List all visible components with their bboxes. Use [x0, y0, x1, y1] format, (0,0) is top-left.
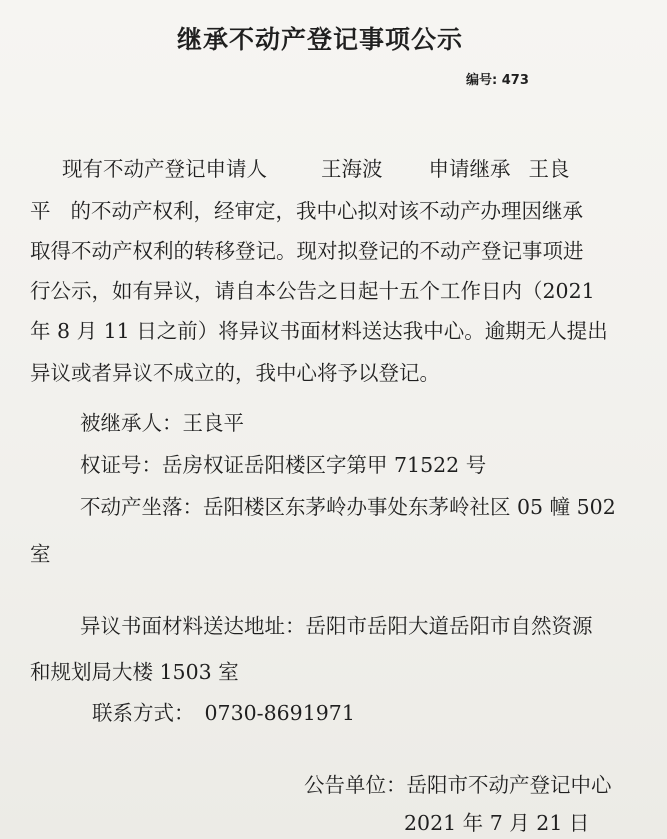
issuer-field [304, 768, 612, 798]
applicant-intro: 现有不动产登记申请人 [62, 157, 267, 181]
certificate-label: 权证号： [80, 453, 162, 477]
objection-address-continued: 和规划局大楼 1503 室 [30, 660, 239, 684]
paragraph-line-2: 平 的不动产权利，经审定，我中心拟对该不动产办理因继承 [30, 199, 583, 223]
document-number-value: 473 [501, 73, 529, 88]
inherit-phrase: 申请继承 [428, 157, 511, 181]
location-label: 不动产坐落： [80, 495, 203, 519]
paragraph-line-4: 行公示，如有异议，请自本公告之日起十五个工作日内（2021 [30, 279, 595, 303]
paragraph-line-6: 异议或者异议不成立的，我中心将予以登记。 [30, 361, 440, 385]
contact-field [92, 696, 355, 726]
location-field [80, 490, 616, 520]
paragraph-line-5: 年 8 月 11 日之前）将异议书面材料送达我中心。逾期无人提出 [30, 319, 608, 343]
certificate-field [80, 448, 486, 478]
location-value: 岳阳楼区东茅岭办事处东茅岭社区 05 幢 502 [203, 495, 616, 519]
document-number-label: 编号: [466, 73, 498, 88]
objection-address-label: 异议书面材料送达地址： [80, 614, 306, 638]
issue-date: 2021 年 7 月 21 日 [404, 811, 590, 835]
document-title: 继承不动产登记事项公示 [176, 25, 463, 54]
deceased-name-part-a: 王良 [528, 157, 570, 181]
paragraph-line-1 [62, 152, 570, 182]
deceased-field [80, 406, 244, 436]
paragraph-line-3: 取得不动产权利的转移登记。现对拟登记的不动产登记事项进 [30, 239, 584, 263]
document-number [466, 69, 529, 88]
issuer-label: 公告单位： [304, 773, 407, 797]
certificate-value: 岳房权证岳阳楼区字第甲 71522 号 [162, 453, 487, 477]
deceased-label: 被继承人： [80, 411, 183, 435]
contact-value: 0730-8691971 [204, 701, 355, 725]
deceased-name-part-b: 平 [30, 199, 51, 223]
applicant-name: 王海波 [321, 157, 383, 181]
objection-address [80, 609, 593, 639]
location-field-continued: 室 [30, 542, 51, 566]
deceased-value: 王良平 [182, 411, 244, 435]
objection-address-value: 岳阳市岳阳大道岳阳市自然资源 [305, 614, 593, 638]
issuer-value: 岳阳市不动产登记中心 [406, 773, 612, 797]
contact-label: 联系方式： [92, 701, 195, 725]
